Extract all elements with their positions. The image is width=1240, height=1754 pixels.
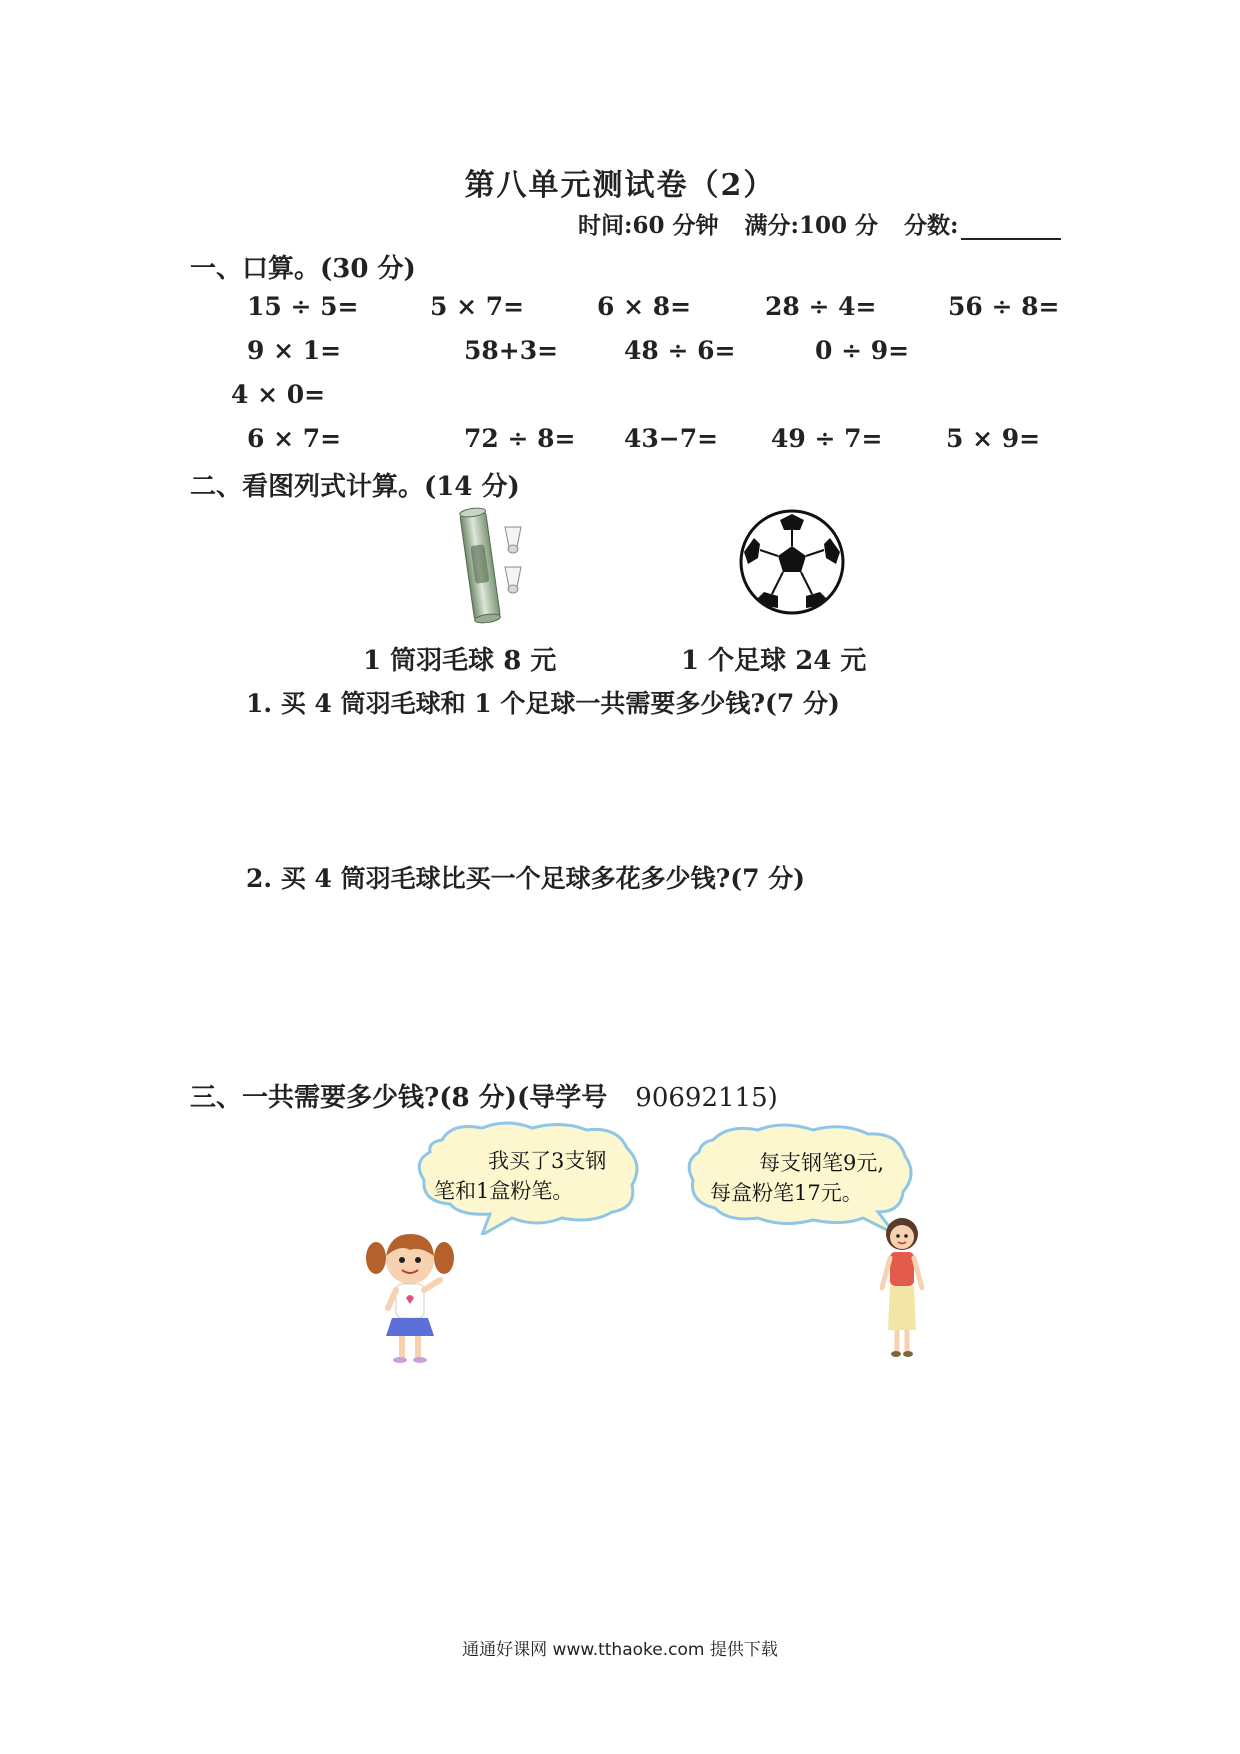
calc-item: 5 × 9= — [946, 424, 1041, 453]
bubble-right-line1: 每支钢笔9元, — [759, 1151, 885, 1175]
calc-item: 0 ÷ 9= — [815, 336, 910, 365]
badminton-caption: 1 筒羽毛球 8 元 — [363, 646, 557, 676]
calc-item: 6 × 7= — [247, 424, 342, 453]
calc-item: 56 ÷ 8= — [948, 292, 1060, 321]
calc-item: 48 ÷ 6= — [624, 336, 736, 365]
calc-item: 43−7= — [624, 424, 719, 453]
score-blank[interactable] — [961, 214, 1061, 240]
football-image — [738, 508, 846, 616]
question-1: 1. 买 4 筒羽毛球和 1 个足球一共需要多少钱?(7 分) — [246, 689, 840, 718]
calc-item: 28 ÷ 4= — [765, 292, 877, 321]
calc-item: 9 × 1= — [247, 336, 342, 365]
teacher-illustration — [872, 1212, 932, 1362]
bubble-right-line2: 每盒粉笔17元。 — [710, 1181, 863, 1205]
calc-item: 58+3= — [464, 336, 559, 365]
time-limit: 时间:60 分钟 — [578, 212, 719, 239]
bubble-left-line1: 我买了3支钢 — [488, 1149, 607, 1173]
full-score: 满分:100 分 — [744, 212, 879, 239]
footer-text: 通通好课网 www.tthaoke.com 提供下载 — [462, 1640, 778, 1660]
score-label: 分数: — [904, 212, 959, 239]
bubble-left-line2: 笔和1盒粉笔。 — [434, 1179, 574, 1203]
calc-item: 15 ÷ 5= — [247, 292, 359, 321]
speech-bubble-left — [412, 1120, 647, 1235]
section3-heading — [190, 1077, 778, 1114]
guide-number: 90692115) — [635, 1083, 778, 1113]
exam-meta — [578, 207, 1087, 240]
calc-item: 6 × 8= — [597, 292, 692, 321]
section3-heading-text: 三、一共需要多少钱?(8 分)(导学号 — [190, 1083, 608, 1113]
badminton-tube-image — [455, 505, 540, 627]
calc-item: 49 ÷ 7= — [771, 424, 883, 453]
football-caption: 1 个足球 24 元 — [681, 646, 867, 676]
section1-heading: 一、口算。(30 分) — [190, 254, 416, 284]
section2-heading: 二、看图列式计算。(14 分) — [190, 472, 520, 502]
question-2: 2. 买 4 筒羽毛球比买一个足球多花多少钱?(7 分) — [246, 864, 806, 893]
calc-item: 5 × 7= — [430, 292, 525, 321]
girl-illustration — [360, 1228, 460, 1368]
page-title: 第八单元测试卷（2） — [464, 168, 776, 203]
calc-item: 4 × 0= — [231, 380, 326, 409]
calc-item: 72 ÷ 8= — [464, 424, 576, 453]
